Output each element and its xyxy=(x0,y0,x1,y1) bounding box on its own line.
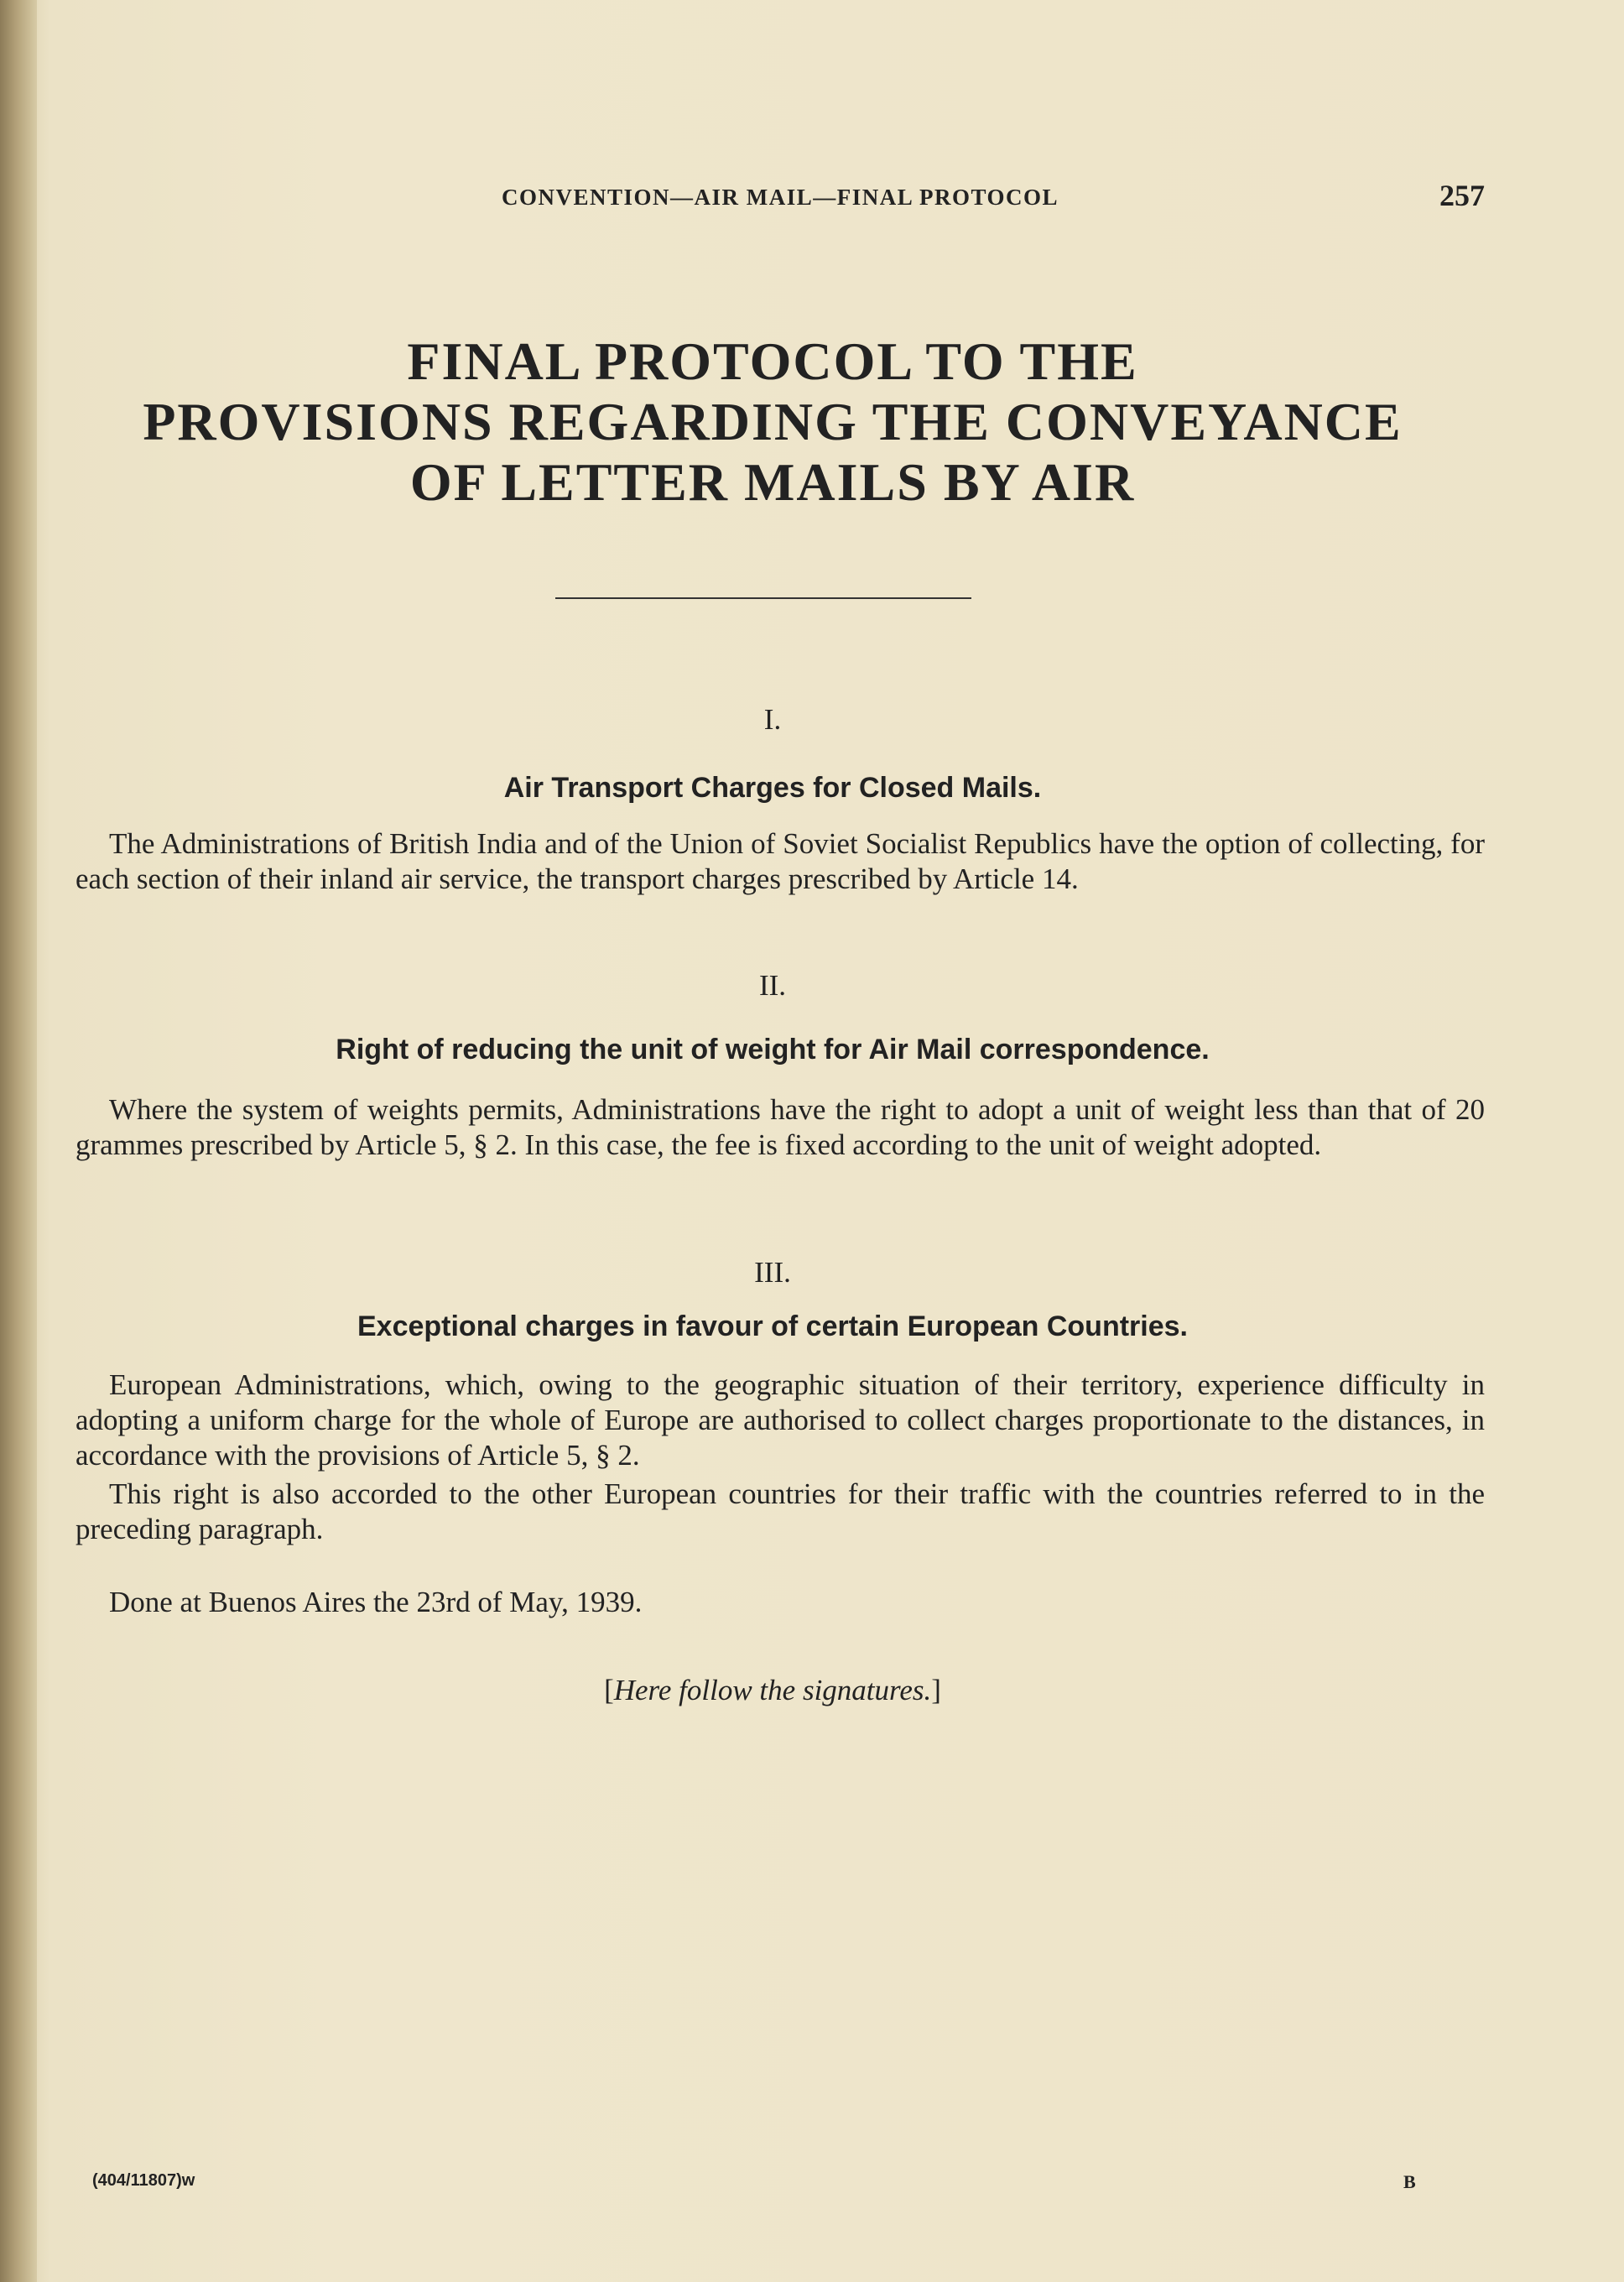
section-2-paragraph: Where the system of weights permits, Administrations have the right to adopt a unit of weight less than that of 20 grammes prescribed by Article 5, § 2. In this case, the fee is fixed according to the unit of weight adopted. xyxy=(75,1093,1485,1161)
section-1-paragraph: The Administrations of British India and of the Union of Soviet Socialist Republics have the option of collecting, for each section of their inland air service, the transport charges prescribed by Article 14. xyxy=(75,827,1485,895)
section-2-title: Right of reducing the unit of weight for Air Mail correspondence. xyxy=(336,1034,1210,1065)
title-divider xyxy=(555,597,971,599)
signature-mark: B xyxy=(1403,2171,1416,2192)
title-line-2: PROVISIONS REGARDING THE CONVEYANCE xyxy=(143,392,1403,451)
section-2-number: II. xyxy=(758,969,787,1002)
page-title xyxy=(37,331,1508,513)
print-code: (404/11807)w xyxy=(92,2171,195,2190)
section-3-title: Exceptional charges in favour of certain European Countries. xyxy=(357,1310,1188,1342)
signatures-note: [Here follow the signatures.] xyxy=(604,1674,941,1706)
book-binding-edge xyxy=(0,0,37,2282)
page-number: 257 xyxy=(1439,179,1485,212)
section-1-title: Air Transport Charges for Closed Mails. xyxy=(503,772,1042,804)
section-3-number: III. xyxy=(754,1256,791,1289)
running-header: CONVENTION—AIR MAIL—FINAL PROTOCOL xyxy=(501,185,1059,210)
section-1-number: I. xyxy=(763,703,782,736)
title-line-1: FINAL PROTOCOL TO THE xyxy=(407,331,1138,391)
title-line-3: OF LETTER MAILS BY AIR xyxy=(409,452,1136,512)
section-3-paragraph-1: European Administrations, which, owing to the geographic situation of their territory, experience difficulty in adopting a uniform charge for the whole of Europe are authorised to collect charges proportionate to the distances, in accordance with the provisions of Article 5, § 2. xyxy=(75,1368,1485,1472)
done-at-line: Done at Buenos Aires the 23rd of May, 1939. xyxy=(109,1586,643,1618)
signatures-note-text: Here follow the signatures. xyxy=(613,1674,932,1706)
section-3-paragraph-2: This right is also accorded to the other European countries for their traffic with the countries referred to in the preceding paragraph. xyxy=(75,1477,1485,1545)
